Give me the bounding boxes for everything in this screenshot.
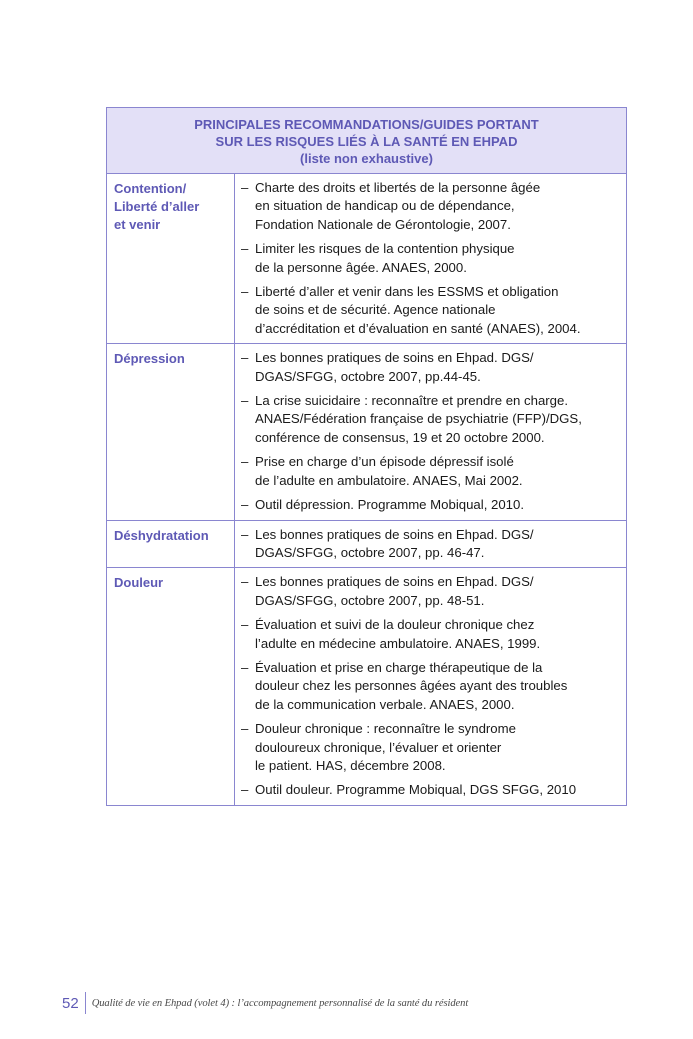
table-row bbox=[107, 174, 626, 344]
list-item bbox=[241, 720, 622, 775]
row-items bbox=[235, 344, 626, 519]
table-row bbox=[107, 344, 626, 520]
list-item bbox=[241, 496, 622, 514]
page-footer bbox=[62, 991, 468, 1015]
table-title-line-2: SUR LES RISQUES LIÉS À LA SANTÉ EN EHPAD bbox=[215, 134, 518, 149]
list-item bbox=[241, 573, 622, 610]
row-items bbox=[235, 568, 626, 804]
dash-bullet: – bbox=[241, 721, 249, 737]
dash-bullet: – bbox=[241, 180, 249, 195]
list-item bbox=[241, 283, 622, 338]
row-items bbox=[235, 174, 626, 343]
list-item bbox=[241, 526, 622, 563]
dash-bullet: – bbox=[241, 659, 249, 675]
item-text: Les bonnes pratiques de soins en Ehpad. DGS/ DGAS/SFGG, octobre 2007, pp. 48-51. bbox=[255, 574, 534, 608]
footer-title: Qualité de vie en Ehpad (volet 4) : l’accompagnement personnalisé de la santé du résident bbox=[91, 997, 469, 1009]
dash-bullet: – bbox=[241, 284, 249, 300]
list-item bbox=[241, 349, 622, 386]
dash-bullet: – bbox=[241, 526, 249, 542]
row-category: Déshydratation bbox=[107, 521, 235, 568]
dash-bullet: – bbox=[241, 350, 249, 366]
list-item bbox=[241, 781, 622, 799]
footer-separator bbox=[85, 992, 86, 1014]
item-text: Douleur chronique : reconnaître le syndrome douloureux chronique, l’évaluer et orienter le patient. HAS, décembre 2008. bbox=[255, 721, 516, 773]
list-item bbox=[241, 616, 622, 653]
page-number: 52 bbox=[62, 994, 79, 1012]
dash-bullet: – bbox=[241, 497, 249, 513]
dash-bullet: – bbox=[241, 393, 249, 409]
item-text: Les bonnes pratiques de soins en Ehpad. DGS/ DGAS/SFGG, octobre 2007, pp.44-45. bbox=[255, 350, 534, 384]
item-text: Liberté d’aller et venir dans les ESSMS et obligation de soins et de sécurité. Agence nationale d’accréditation et d’évaluation en santé (ANAES), 2004. bbox=[255, 284, 581, 336]
item-text: Évaluation et suivi de la douleur chronique chez l’adulte en médecine ambulatoire. ANAES, 1999. bbox=[255, 617, 541, 651]
item-text: Charte des droits et libertés de la personne âgée en situation de handicap ou de dépendance, Fondation Nationale de Gérontologie, 2007. bbox=[255, 180, 541, 232]
row-category: Contention/ Liberté d’aller et venir bbox=[107, 174, 235, 343]
table-body bbox=[107, 174, 626, 805]
item-text: Les bonnes pratiques de soins en Ehpad. DGS/ DGAS/SFGG, octobre 2007, pp. 46-47. bbox=[255, 526, 534, 560]
item-text: Outil dépression. Programme Mobiqual, 2010. bbox=[255, 497, 525, 513]
list-item bbox=[241, 240, 622, 277]
recommendations-table bbox=[106, 107, 627, 806]
dash-bullet: – bbox=[241, 617, 249, 633]
dash-bullet: – bbox=[241, 241, 249, 257]
list-item bbox=[241, 453, 622, 490]
table-row bbox=[107, 568, 626, 804]
dash-bullet: – bbox=[241, 782, 249, 798]
table-row bbox=[107, 521, 626, 569]
table-title-line-3: (liste non exhaustive) bbox=[300, 151, 433, 166]
row-items bbox=[235, 521, 626, 568]
item-text: Limiter les risques de la contention physique de la personne âgée. ANAES, 2000. bbox=[255, 241, 515, 275]
dash-bullet: – bbox=[241, 574, 249, 590]
list-item bbox=[241, 392, 622, 447]
dash-bullet: – bbox=[241, 454, 249, 470]
item-text: Prise en charge d’un épisode dépressif isolé de l’adulte en ambulatoire. ANAES, Mai 2002. bbox=[255, 454, 523, 488]
row-category: Douleur bbox=[107, 568, 235, 804]
table-title-line-1: PRINCIPALES RECOMMANDATIONS/GUIDES PORTANT bbox=[194, 117, 539, 132]
list-item bbox=[241, 179, 622, 234]
table-header bbox=[107, 108, 626, 174]
item-text: La crise suicidaire : reconnaître et prendre en charge. ANAES/Fédération française de psychiatrie (FFP)/DGS, conférence de consensus, 19 et 20 octobre 2000. bbox=[255, 393, 582, 445]
item-text: Outil douleur. Programme Mobiqual, DGS SFGG, 2010 bbox=[255, 782, 577, 798]
list-item bbox=[241, 659, 622, 714]
row-category: Dépression bbox=[107, 344, 235, 519]
item-text: Évaluation et prise en charge thérapeutique de la douleur chez les personnes âgées ayant des troubles de la communication verbale. ANAES, 2000. bbox=[255, 659, 568, 712]
